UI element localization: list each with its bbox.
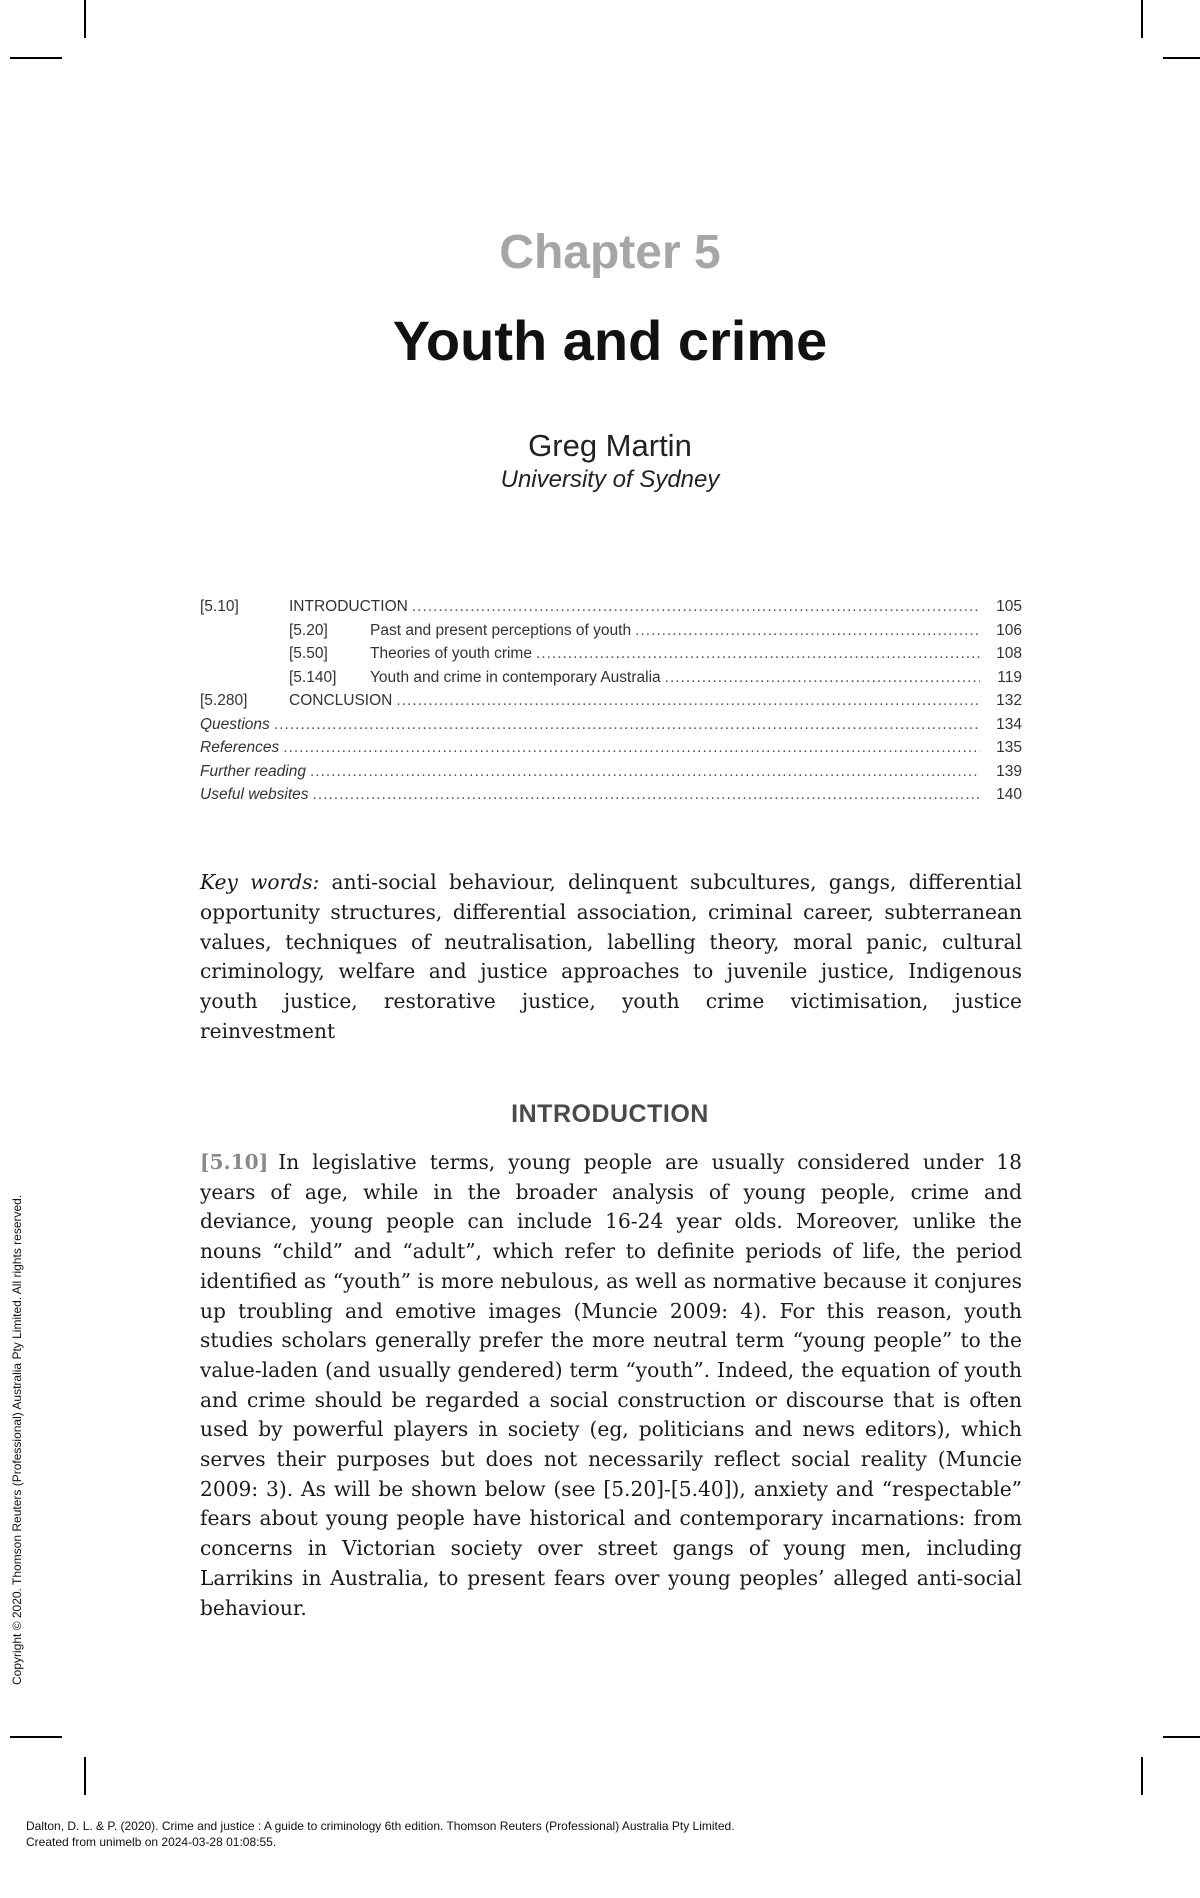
toc-row [200, 622, 1022, 646]
author-name: Greg Martin [528, 428, 692, 463]
toc-subsection-number: [5.20] [289, 621, 328, 639]
toc-leader-dots [313, 786, 980, 804]
toc-row [200, 739, 1022, 763]
toc-leader-dots [274, 716, 980, 734]
toc-page-number: 132 [996, 692, 1022, 709]
toc-row [200, 786, 1022, 810]
toc-leader-dots [665, 669, 980, 687]
toc-row [200, 716, 1022, 740]
crop-mark-bottom-right [1141, 1757, 1143, 1795]
section-heading-introduction: INTRODUCTION [511, 1100, 709, 1128]
toc-entry-title: CONCLUSION [289, 692, 393, 709]
toc-leader-dots [635, 622, 980, 640]
toc-entry-title: Questions [200, 715, 270, 733]
toc-leader-dots [536, 645, 980, 663]
crop-mark-bottom-right-h [1163, 1736, 1200, 1738]
table-of-contents [200, 598, 1022, 810]
toc-page-number: 139 [996, 762, 1022, 780]
author-affiliation: University of Sydney [500, 466, 720, 493]
chapter-label: Chapter 5 [499, 226, 721, 279]
toc-leader-dots [283, 739, 980, 757]
toc-entry-title: Past and present perceptions of youth [370, 621, 632, 639]
keywords-label: Key words: [200, 870, 320, 894]
citation-footer [26, 1818, 1186, 1850]
paragraph-reference: [5.10] [200, 1150, 269, 1174]
citation-line-2: Created from unimelb on 2024-03-28 01:08:55. [26, 1835, 277, 1849]
toc-row [200, 598, 1022, 622]
crop-mark-top-right-h [1163, 57, 1200, 59]
toc-entry-title: References [200, 739, 280, 756]
paragraph-text: In legislative terms, young people are usually considered under 18 years of age, while in the broader analysis of young people, crime and deviance, young people can include 16-24 year olds. Moreover, unlike the nouns “child” and “adult”, which refer to definite periods of life, the period identified as “youth” is more nebulous, as well as normative because it conjures up troubling and emotive images (Muncie 2009: 4). For this reason, youth studies scholars generally prefer the more neutral term “young people” to the value-laden (and usually gendered) term “youth”. Indeed, the equation of youth and crime should be regarded a social construction or discourse that is often used by powerful players in society (eg, politicians and news editors), which serves their purposes but does not necessarily reflect social reality (Muncie 2009: 3). As will be shown below (see [5.20]-[5.40]), anxiety and “respectable” fears about young people have historical and contemporary incarnations: from concerns in Victorian society over street gangs of young men, including Larrikins in Australia, to present fears over young peoples’ alleged anti-social behaviour. [200, 1150, 1022, 1620]
toc-section-number: [5.10] [200, 598, 239, 615]
toc-page-number: 105 [996, 598, 1022, 615]
crop-mark-bottom-left-h [10, 1736, 62, 1738]
crop-mark-top-left [84, 0, 86, 38]
toc-entry-title: Useful websites [200, 786, 309, 803]
toc-entry-title: Youth and crime in contemporary Australia [370, 668, 661, 686]
keywords-block [200, 868, 1022, 1047]
toc-page-number: 119 [997, 668, 1022, 686]
toc-section-number: [5.280] [200, 692, 248, 709]
crop-mark-bottom-left [84, 1757, 86, 1795]
toc-subsection-number: [5.50] [289, 645, 328, 662]
citation-line-1: Dalton, D. L. & P. (2020). Crime and justice : A guide to criminology 6th edition. Thomson Reuters (Professional) Australia Pty Limited. [26, 1819, 735, 1833]
crop-mark-top-right [1141, 0, 1143, 38]
chapter-title: Youth and crime [392, 309, 828, 372]
toc-entry-title: Further reading [200, 762, 306, 780]
toc-page-number: 135 [996, 739, 1022, 756]
toc-leader-dots [412, 598, 980, 616]
toc-subsection-number: [5.140] [289, 668, 337, 686]
toc-leader-dots [310, 763, 980, 781]
keywords-text: anti-social behaviour, delinquent subcultures, gangs, differential opportunity structures, differential association, criminal career, subterranean values, techniques of neutralisation, labelling theory, moral panic, cultural criminology, welfare and justice approaches to juvenile justice, Indigenous youth justice, restorative justice, youth crime victimisation, justice reinvestment [200, 870, 1022, 1043]
crop-mark-top-left-h [10, 57, 62, 59]
toc-page-number: 108 [996, 645, 1022, 662]
toc-row [200, 763, 1022, 787]
introduction-paragraph [200, 1148, 1022, 1623]
toc-row [200, 692, 1022, 716]
toc-row [200, 669, 1022, 693]
toc-entry-title: INTRODUCTION [289, 598, 408, 615]
toc-page-number: 106 [996, 621, 1022, 639]
toc-entry-title: Theories of youth crime [370, 645, 532, 662]
toc-page-number: 134 [996, 715, 1022, 733]
toc-leader-dots [396, 692, 980, 710]
toc-row [200, 645, 1022, 669]
toc-page-number: 140 [996, 786, 1022, 803]
side-copyright-notice: Copyright © 2020. Thomson Reuters (Professional) Australia Pty Limited. All rights reserved. [10, 1194, 24, 1685]
